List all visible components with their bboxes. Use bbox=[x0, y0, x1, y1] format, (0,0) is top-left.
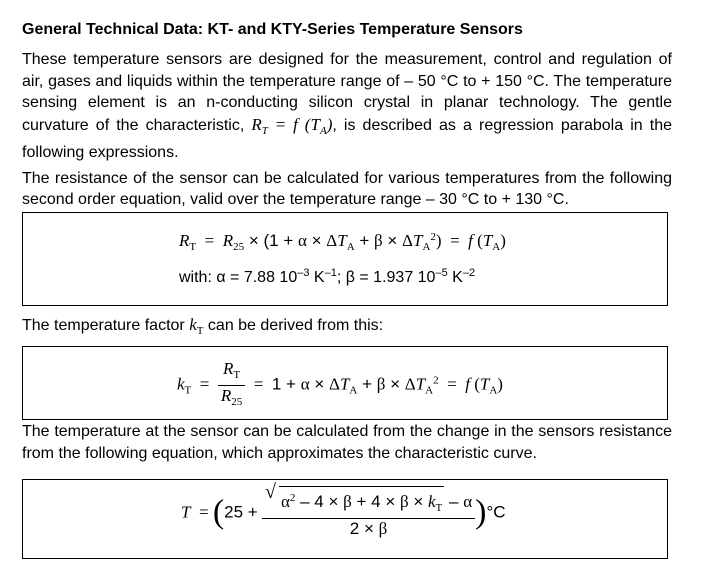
intro-text-after: , is described as a regression parabola in the following expressions. bbox=[22, 116, 672, 161]
document-body bbox=[22, 20, 672, 211]
inline-formula-rt: $R_T = f$ $(T_A)$ bbox=[251, 114, 333, 137]
resistance-equation: $R_T = R_{25} \times (1 + \alpha \times \Delta T_A + \beta \times \Delta T_A^2) = f$ $(T_A)$ bbox=[179, 231, 506, 253]
temperature-fraction: √ $\alpha^2 - 4 \times \beta + 4 \times \beta \times k_T - \alpha$ 2 × β bbox=[262, 486, 475, 539]
rt-over-r25-fraction: $\frac{R_T}{R_{25}}$ bbox=[218, 359, 245, 412]
factor-equation: $k_T$ = $\frac{R_T}{R_{25}}$ = $1 + \alpha \times \Delta T_A + \beta \times \Delta T_A^2 = f$ $(T_A)$ bbox=[177, 359, 503, 412]
equation-box-factor bbox=[22, 346, 668, 420]
intro-text-before: These temperature sensors are designed for the measurement, control and regulation of air, gases and liquids within the temperature range of – 50 °C to + 150 °C. The temperature sensing element is an n-conducting silicon crystal in planar technology. The gentle curvature of the characteristic, bbox=[22, 51, 672, 134]
document-title: General Technical Data: KT- and KTY-Series Temperature Sensors bbox=[22, 21, 523, 38]
constants-line: with: α = 7.88 $10^{-3}$ $K^{-1}$; β = 1.937 $10^{-5}$ $K^{-2}$ bbox=[179, 267, 476, 286]
temperature-calc-paragraph: The temperature at the sensor can be calculated from the change in the sensors resistance from the following equation, which approximates the characteristic curve. bbox=[22, 423, 672, 462]
temperature-equation: T = (25 + √ $\alpha^2 - 4 \times \beta + 4 \times \beta \times k_T - \alpha$ 2 × β )°C bbox=[181, 481, 506, 538]
equation-box-temperature bbox=[22, 479, 668, 559]
resistance-paragraph: The resistance of the sensor can be calculated for various temperatures from the following second order equation, valid over the temperature range – 30 °C to + 130 °C. bbox=[22, 169, 672, 208]
temperature-factor-text: The temperature factor $k_T$ can be derived from this: bbox=[22, 315, 384, 337]
intro-paragraph bbox=[22, 49, 672, 164]
equation-box-resistance bbox=[22, 212, 668, 306]
